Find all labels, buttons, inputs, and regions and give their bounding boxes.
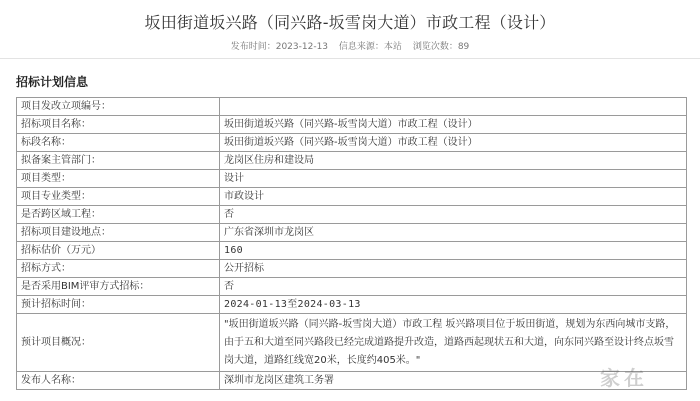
row-label: 是否跨区域工程： (17, 206, 220, 224)
table-row (17, 98, 687, 116)
section-title: 招标计划信息 (16, 75, 89, 89)
table-row (17, 152, 687, 170)
table-row (17, 206, 687, 224)
table-row (17, 188, 687, 206)
row-label: 招标项目建设地点： (17, 224, 220, 242)
table-row (17, 134, 687, 152)
row-label: 标段名称： (17, 134, 220, 152)
table-row (17, 260, 687, 278)
page-title: 坂田街道坂兴路（同兴路-坂雪岗大道）市政工程（设计） (144, 13, 556, 32)
view-count: 浏览次数：89 (412, 42, 470, 52)
table-row (17, 116, 687, 134)
row-value: 设计 (220, 170, 687, 188)
row-value: 160 (220, 242, 687, 260)
table-row (17, 314, 687, 372)
row-value: 坂田街道坂兴路（同兴路-坂雪岗大道）市政工程（设计） (220, 116, 687, 134)
table-row (17, 372, 687, 390)
row-label: 项目类型： (17, 170, 220, 188)
row-value: 龙岗区住房和建设局 (220, 152, 687, 170)
row-value: 否 (220, 206, 687, 224)
info-source: 信息来源：本站 (338, 42, 402, 52)
row-label: 发布人名称： (17, 372, 220, 390)
table-row (17, 170, 687, 188)
article-header (0, 0, 700, 64)
row-value: "坂田街道坂兴路（同兴路-坂雪岗大道）市政工程 坂兴路项目位于坂田街道，规划为东西向城市支路，由于五和大道至同兴路段已经完成道路提升改造，道路西起现状五和大道，向东同兴路至设计终点坂雪岗大道，道路红线宽20米，长度约405米。" (220, 314, 687, 372)
row-value (220, 98, 687, 116)
watermark-logo: 家在 (600, 366, 648, 390)
row-label: 招标方式： (17, 260, 220, 278)
table-row (17, 224, 687, 242)
header-divider (0, 58, 700, 59)
table-row (17, 296, 687, 314)
row-value: 广东省深圳市龙岗区 (220, 224, 687, 242)
row-value: 2024-01-13至2024-03-13 (220, 296, 687, 314)
row-value: 坂田街道坂兴路（同兴路-坂雪岗大道）市政工程（设计） (220, 134, 687, 152)
row-value: 深圳市龙岗区建筑工务署 (220, 372, 687, 390)
row-label: 预计项目概况： (17, 314, 220, 372)
row-value: 公开招标 (220, 260, 687, 278)
table-row (17, 278, 687, 296)
row-value: 否 (220, 278, 687, 296)
table-row (17, 242, 687, 260)
row-value: 市政设计 (220, 188, 687, 206)
row-label: 项目专业类型： (17, 188, 220, 206)
row-label: 招标项目名称： (17, 116, 220, 134)
bid-plan-table (16, 97, 687, 390)
article-meta (0, 39, 700, 52)
row-label: 招标估价（万元） (17, 242, 220, 260)
row-label: 项目发改立项编号： (17, 98, 220, 116)
row-label: 拟备案主管部门： (17, 152, 220, 170)
row-label: 预计招标时间： (17, 296, 220, 314)
row-label: 是否采用BIM评审方式招标： (17, 278, 220, 296)
publish-time: 发布时间：2023-12-13 (230, 42, 329, 52)
